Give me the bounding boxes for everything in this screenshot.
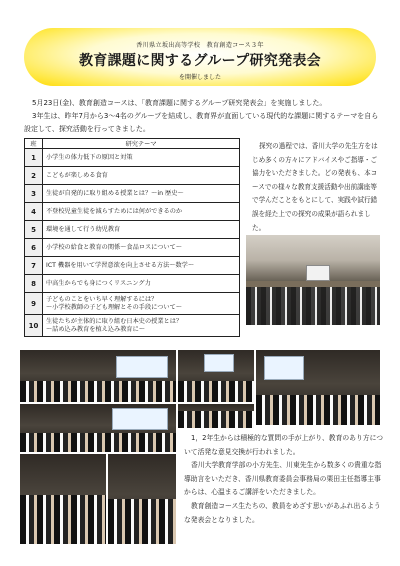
row-theme: ICT 機器を用いて学習意欲を向上させる方法～数学～ — [43, 257, 240, 275]
speaker-photo — [108, 454, 176, 544]
presenters — [20, 381, 176, 402]
row-num: 7 — [25, 257, 43, 275]
row-theme: 環境を通して行う幼児教育 — [43, 221, 240, 239]
row-theme: 小学生の体力低下の原因と対策 — [43, 149, 240, 167]
table-row — [25, 315, 240, 337]
table-row — [25, 293, 240, 315]
row-theme-line-2: ～小学校教師の子ども理解とその手段について～ — [46, 303, 182, 311]
table-row — [25, 239, 240, 257]
themes-table — [24, 138, 240, 337]
students-photo — [20, 454, 106, 544]
col-theme-header: 研究テーマ — [43, 139, 240, 149]
table-row — [25, 221, 240, 239]
summary-paragraph-3: 教育創造コース生たちの、教員をめざす思いがあふれ出るような発表会となりました。 — [184, 501, 381, 524]
row-theme-line-1: 子どものことをいち早く理解するには？ — [46, 295, 158, 303]
presentation-photo-3 — [256, 350, 380, 425]
school-line: 香川県立坂出高等学校 教育創造コース３年 — [136, 42, 264, 49]
row-num: 4 — [25, 203, 43, 221]
row-num: 10 — [25, 315, 43, 337]
row-theme: こどもが楽しめる食育 — [43, 167, 240, 185]
presenters — [256, 395, 380, 425]
audience — [246, 287, 380, 325]
row-num: 2 — [25, 167, 43, 185]
slide-screen — [116, 356, 168, 378]
row-theme: 中高生からでも身につくリスニング力 — [43, 275, 240, 293]
speaker — [108, 499, 176, 544]
audience-photo — [178, 404, 254, 428]
row-num: 6 — [25, 239, 43, 257]
row-num: 5 — [25, 221, 43, 239]
projector-screen — [306, 265, 330, 281]
row-theme-line-1: 生徒たちが主体的に取り組む日本史の授業とは？ — [46, 317, 183, 325]
students — [20, 495, 106, 545]
page-title: 教育課題に関するグループ研究発表会 — [79, 53, 321, 69]
table-row — [25, 167, 240, 185]
table-row — [25, 275, 240, 293]
slide-screen — [264, 356, 304, 380]
table-row — [25, 203, 240, 221]
summary-text — [184, 432, 384, 527]
row-num: 8 — [25, 275, 43, 293]
held-line: を開催しました — [178, 74, 221, 81]
row-theme — [43, 315, 240, 337]
table-row — [25, 185, 240, 203]
intro-text — [24, 97, 380, 136]
presenters — [20, 433, 176, 452]
col-num-header: 班 — [25, 139, 43, 149]
process-paragraph: 探究の過程では、香川大学の先生方をはじめ多くの方々にアドバイスやご指導・ご協力をいただきました。どの発表も、本コースでの様々な教育支援活動や出前講座等で学んだことをもとにして、実践や試行錯誤を経た上での探究の成果が語られました。 — [252, 142, 378, 232]
slide-screen — [112, 408, 168, 430]
presentation-photo-2 — [178, 350, 254, 402]
table-header-row — [25, 139, 240, 149]
presentation-photo-1 — [20, 350, 176, 402]
presenters — [178, 381, 254, 402]
summary-paragraph-2: 香川大学教育学部の小方先生、川東先生から数多くの貴重な指導助言をいただき、香川県教育委員会事務局の栗田主任指導主事からは、心温まるご講評をいただきました。 — [184, 461, 382, 497]
row-theme-line-2: ～詰め込み教育を植え込み教育に～ — [46, 325, 145, 333]
audience — [178, 411, 254, 428]
row-theme: 生徒が自発的に取り組める授業とは？～in 歴史～ — [43, 185, 240, 203]
auditorium-photo — [246, 235, 380, 325]
row-num: 9 — [25, 293, 43, 315]
intro-paragraph-2: 3年生は、昨年7月から3～4名のグループを結成し、教育界が直面している現代的な課題に関するテーマを自ら設定して、探究活動を行ってきました。 — [24, 112, 379, 133]
slide-screen — [204, 354, 234, 372]
table-row — [25, 149, 240, 167]
row-theme: 小学校の給食と教育の関係～食品ロスについて～ — [43, 239, 240, 257]
process-text — [252, 140, 382, 235]
row-num: 3 — [25, 185, 43, 203]
row-num: 1 — [25, 149, 43, 167]
intro-paragraph-1: 5月23日(金)、教育創造コースは、「教育課題に関するグループ研究発表会」を実施しました。 — [32, 99, 327, 107]
row-theme: 不登校児童生徒を減らすためには何ができるのか — [43, 203, 240, 221]
presentation-photo-4 — [20, 404, 176, 452]
row-theme — [43, 293, 240, 315]
summary-paragraph-1: 1，2年生からは積極的な質問の手が上がり、教育のあり方について活発な意見交換が行われました。 — [184, 434, 384, 456]
table-row — [25, 257, 240, 275]
